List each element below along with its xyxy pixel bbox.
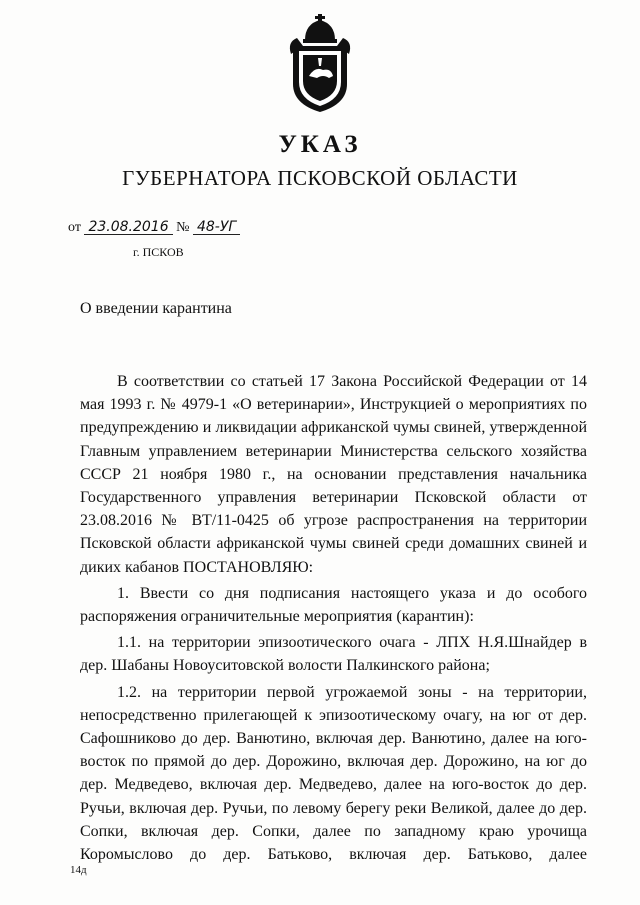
body-paragraph: В соответствии со статьей 17 Закона Российской Федерации от 14 мая 1993 г. № 4979-1 «О ветеринарии», Инструкцией о мероприятиях по предупреждению и ликвидации африканской чумы свиней, утвержденной Главным управлением ветеринарии Министерства сельского хозяйства СССР 21 ноября 1980 г., на основании представления начальника Государственного управления ветеринарии Псковской области от 23.08.2016 № ВТ/11-0425 об угрозе распространения на территории Псковской области африканской чумы свиней среди домашних свиней и диких кабанов ПОСТАНОВЛЯЮ: — [80, 373, 587, 576]
document-body — [80, 370, 587, 869]
date-value: 23.08.2016 — [84, 220, 172, 235]
number-prefix: № — [176, 220, 190, 235]
document-subtitle: ГУБЕРНАТОРА ПСКОВСКОЙ ОБЛАСТИ — [122, 166, 518, 190]
city-label: г. ПСКОВ — [133, 245, 184, 259]
body-paragraph: 1. Ввести со дня подписания настоящего указа и до особого распоряжения ограничительные мероприятия (карантин): — [80, 584, 587, 626]
body-paragraph: 1.1. на территории эпизоотического очага - ЛПХ Н.Я.Шнайдер в дер. Шабаны Новоуситовской волости Палкинского района; — [80, 634, 587, 675]
body-paragraph: 1.2. на территории первой угрожаемой зоны - на территории, непосредственно прилегающей к эпизоотическому очагу, на юг от дер. Сафошниково до дер. Ванютино, включая дер. Ванютино, далее на юго-восток по прямой до дер. Дорожино, включая дер. Дорожино, на юг до дер. Медведево, включая дер. Медведево, далее на юго-восток до дер. Ручьи, включая дер. Ручьи, по левому берегу реки Великой, далее до дер. Сопки, включая дер. Сопки, далее по западному краю урочища Коромыслово до дер. Батьково, включая дер. Батьково, далее — [80, 683, 587, 864]
document-subject: О введении карантина — [80, 300, 232, 317]
coat-of-arms-icon — [285, 14, 355, 114]
page-footnote: 14д — [70, 864, 87, 876]
document-title: УКАЗ — [278, 131, 362, 158]
number-value: 48-УГ — [193, 220, 240, 235]
document-meta — [68, 220, 240, 236]
date-prefix: от — [68, 220, 81, 235]
